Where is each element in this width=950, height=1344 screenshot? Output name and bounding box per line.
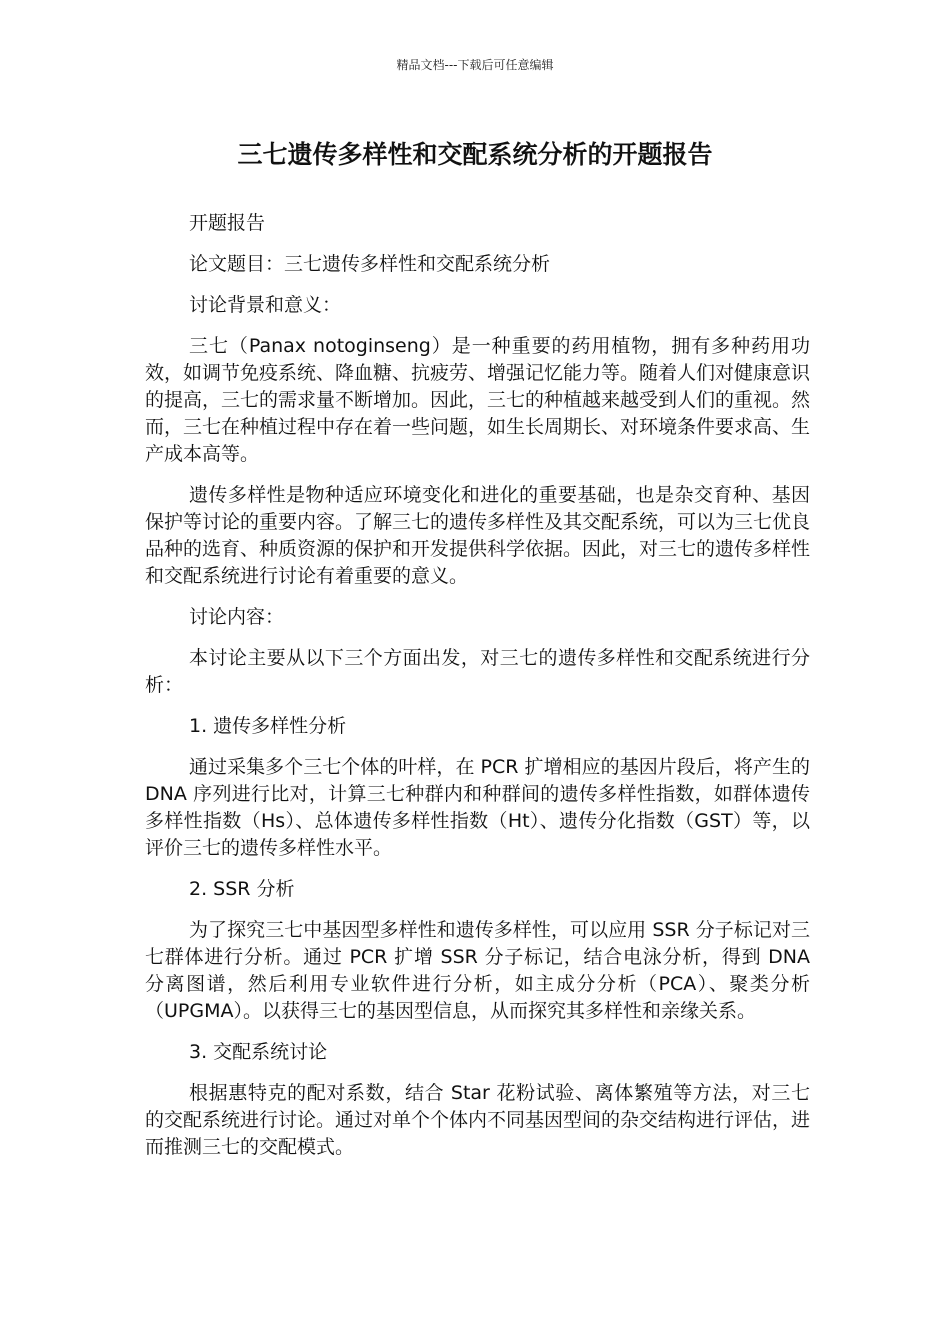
paragraph-ssr: 为了探究三七中基因型多样性和遗传多样性，可以应用 SSR 分子标记对三七群体进行分析。通过 PCR 扩增 SSR 分子标记，结合电泳分析，得到 DNA 分离图谱，然后利用专业软件进行分析，如主成分分析（PCA）、聚类分析（UPGMA）。以获得三七的基因型信息，从而探究其多样性和亲缘关系。 <box>145 919 810 1022</box>
paragraph-genetic-diversity: 通过采集多个三七个体的叶样，在 PCR 扩增相应的基因片段后，将产生的 DNA 序列进行比对，计算三七种群内和种群间的遗传多样性指数，如群体遗传多样性指数（Hs）、总体遗传多样性指数（Ht）、遗传分化指数（GST）等，以评价三七的遗传多样性水平。 <box>145 756 810 859</box>
paragraph-background-heading: 讨论背景和意义： <box>189 294 342 316</box>
section-heading-mating-system: 3. 交配系统讨论 <box>189 1041 328 1063</box>
paragraph-background-1: 三七（Panax notoginseng）是一种重要的药用植物，拥有多种药用功效，如调节免疫系统、降血糖、抗疲劳、增强记忆能力等。随着人们对健康意识的提高，三七的需求量不断增加。因此，三七的种植越来越受到人们的重视。然而，三七在种植过程中存在着一些问题，如生长周期长、对环境条件要求高、生产成本高等。 <box>145 335 811 465</box>
paragraph-content-heading: 讨论内容： <box>189 606 285 628</box>
paragraph-report-label: 开题报告 <box>189 212 266 234</box>
paragraph-mating-system: 根据惠特克的配对系数，结合 Star 花粉试验、离体繁殖等方法，对三七的交配系统进行讨论。通过对单个个体内不同基因型间的杂交结构进行评估，进而推测三七的交配模式。 <box>145 1082 811 1158</box>
paragraph-background-2: 遗传多样性是物种适应环境变化和进化的重要基础，也是杂交育种、基因保护等讨论的重要内容。了解三七的遗传多样性及其交配系统，可以为三七优良品种的选育、种质资源的保护和开发提供科学依据。因此，对三七的遗传多样性和交配系统进行讨论有着重要的意义。 <box>145 484 811 587</box>
paragraph-content-intro: 本讨论主要从以下三个方面出发，对三七的遗传多样性和交配系统进行分析： <box>145 647 810 696</box>
document-title: 三七遗传多样性和交配系统分析的开题报告 <box>237 140 713 169</box>
document-body <box>145 210 810 1161</box>
paragraph-thesis-title: 论文题目：三七遗传多样性和交配系统分析 <box>189 253 551 275</box>
section-heading-genetic-diversity: 1. 遗传多样性分析 <box>189 715 347 737</box>
section-heading-ssr: 2. SSR 分析 <box>189 878 295 900</box>
page-header-watermark: 精品文档---下载后可任意编辑 <box>396 58 554 72</box>
